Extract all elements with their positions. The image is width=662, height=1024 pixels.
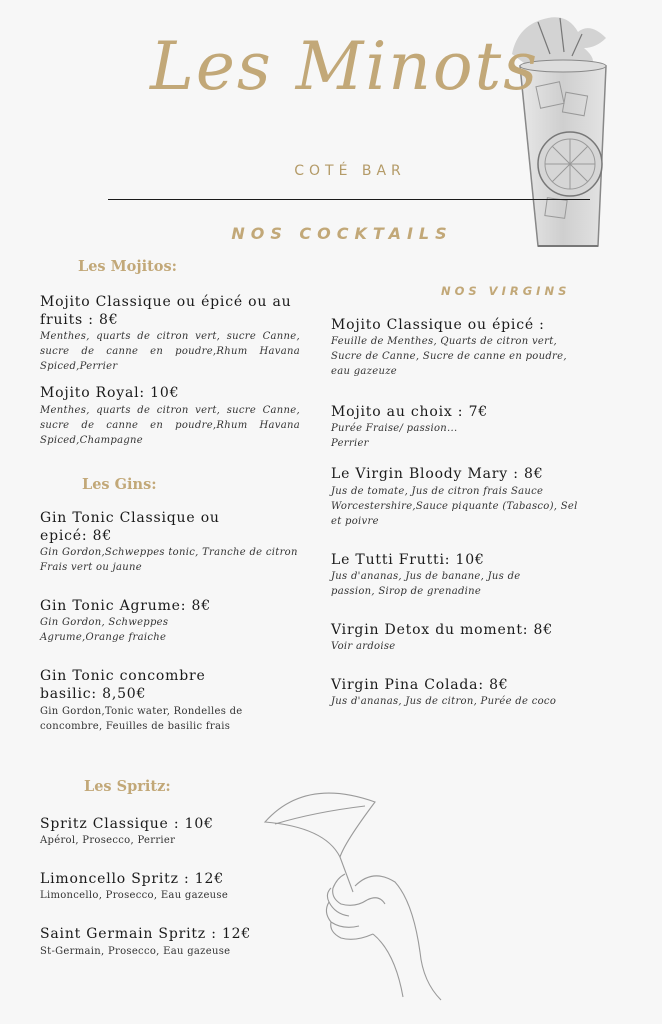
menu-item <box>40 667 300 733</box>
brand-logo: Les Minots <box>150 28 540 105</box>
item-name: Mojito au choix : 7€ <box>331 404 488 421</box>
item-name: Gin Tonic Classique ou epicé: 8€ <box>40 509 220 544</box>
item-name: Mojito Classique ou épicé ou au fruits : 8€ <box>40 294 292 329</box>
right-column <box>331 284 581 719</box>
menu-item <box>331 551 581 599</box>
category-gins: Les Gins: <box>82 475 157 493</box>
menu-item <box>331 316 581 379</box>
menu-item <box>40 509 300 575</box>
item-name: Virgin Pina Colada: 8€ <box>331 676 509 693</box>
item-desc: St-Germain, Prosecco, Eau gazeuse <box>40 945 231 957</box>
item-desc: Jus d'ananas, Jus de banane, Jus de passion, Sirop de grenadine <box>331 570 521 597</box>
item-desc: Gin Gordon,Tonic water, Rondelles de concombre, Feuilles de basilic frais <box>40 705 243 732</box>
item-desc: Gin Gordon,Schweppes tonic, Tranche de citron Frais vert ou jaune <box>40 546 298 573</box>
item-desc: Jus de tomate, Jus de citron frais Sauce Worcestershire,Sauce piquante (Tabasco), Sel et poivre <box>331 485 578 527</box>
item-name: Mojito Classique ou épicé : <box>331 317 545 333</box>
left-column <box>40 258 300 744</box>
item-desc: Limoncello, Prosecco, Eau gazeuse <box>40 890 229 902</box>
menu-item <box>40 384 300 447</box>
item-name: Gin Tonic Agrume: 8€ <box>40 597 211 614</box>
item-name: Gin Tonic concombre basilic: 8,50€ <box>40 668 206 703</box>
item-name: Mojito Royal: 10€ <box>40 385 180 402</box>
item-desc: Apérol, Prosecco, Perrier <box>40 835 176 847</box>
item-desc: Gin Gordon, Schweppes Agrume,Orange fraiche <box>40 617 169 644</box>
category-virgins: NOS VIRGINS <box>441 284 571 298</box>
item-name: Spritz Classique : 10€ <box>40 816 214 832</box>
item-desc: Purée Fraise/ passion... Perrier <box>331 423 458 450</box>
category-spritz: Les Spritz: <box>84 778 171 795</box>
menu-item <box>331 465 581 528</box>
header-divider <box>108 199 590 200</box>
menu-item <box>331 676 581 709</box>
menu-item <box>331 403 581 451</box>
item-name: Limoncello Spritz : 12€ <box>40 871 224 888</box>
item-desc: Jus d'ananas, Jus de citron, Purée de coco <box>331 696 557 708</box>
menu-item <box>331 621 581 654</box>
category-mojitos: Les Mojitos: <box>78 258 177 275</box>
menu-item <box>40 597 300 645</box>
item-desc: Voir ardoise <box>331 640 396 652</box>
item-desc: Menthes, quarts de citron vert, sucre Canne, sucre de canne en poudre,Rhum Havana Spiced,Champagne <box>40 404 300 446</box>
section-title: NOS COCKTAILS <box>231 224 453 243</box>
menu-item <box>40 293 300 374</box>
item-desc: Menthes, quarts de citron vert, sucre Canne, sucre de canne en poudre,Rhum Havana Spiced,Perrier <box>40 331 300 373</box>
item-name: Saint Germain Spritz : 12€ <box>40 926 252 943</box>
item-name: Le Virgin Bloody Mary : 8€ <box>331 466 544 483</box>
hand-martini-illustration <box>245 782 445 1002</box>
item-name: Le Tutti Frutti: 10€ <box>331 551 485 568</box>
item-desc: Feuille de Menthes, Quarts de citron vert, Sucre de Canne, Sucre de canne en poudre, eau gazeuze <box>331 336 567 378</box>
item-name: Virgin Detox du moment: 8€ <box>331 621 553 638</box>
subtitle: COTÉ BAR <box>294 163 406 179</box>
